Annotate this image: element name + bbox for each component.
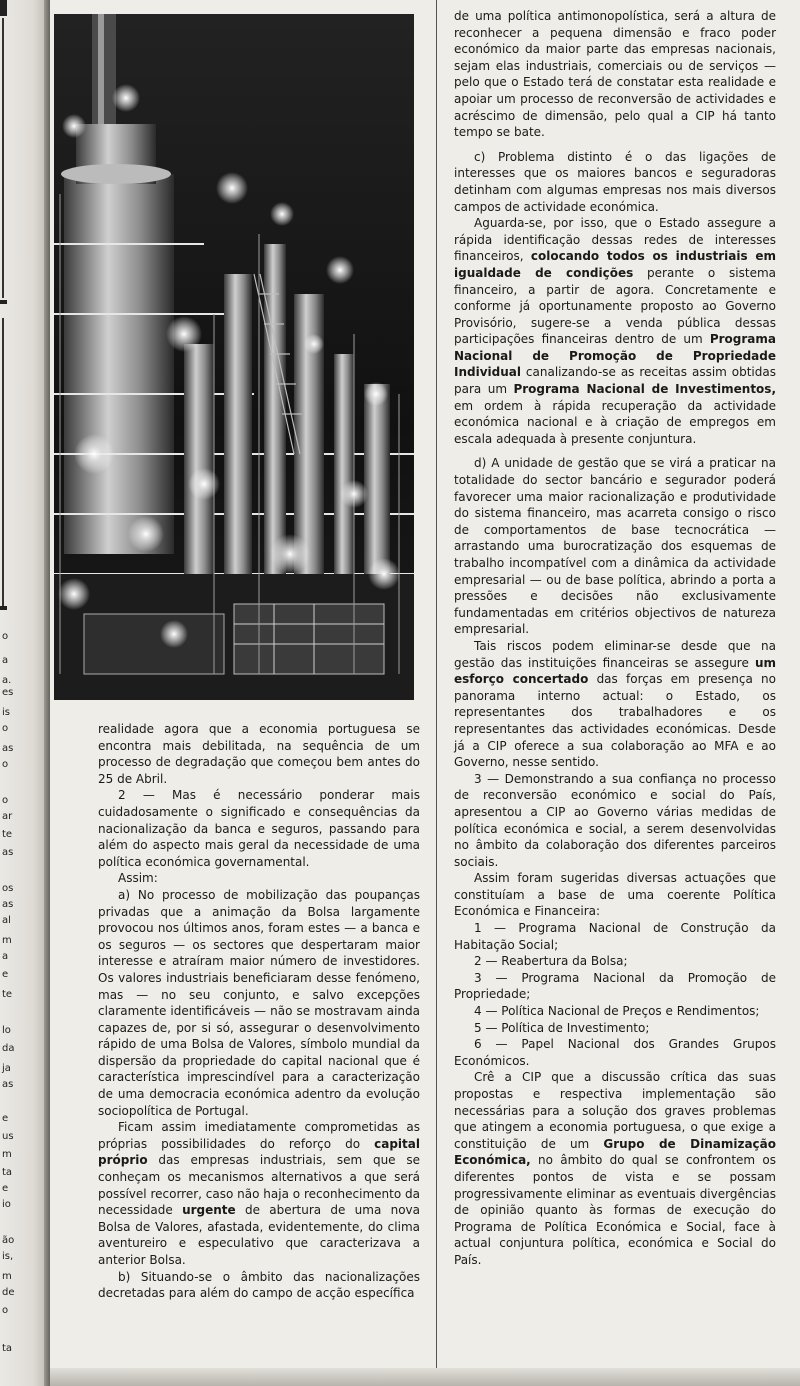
gutter-fragment: o bbox=[2, 631, 9, 642]
paragraph-item-b: b) Situando-se o âmbito das nacionalizações decretadas para além do campo de acção específica bbox=[98, 1269, 420, 1301]
paragraph-item-a: a) No processo de mobilização das poupanças privadas que a animação da Bolsa largamente provocou nos últimos anos, foram estes — a banca e os seguros — os sectores que despertaram maior interesse e atraíram maior número de investidores. Os valores industriais beneficiaram desse fenómeno, mas — no seu conjunto, e salvo excepções claramente identificáveis — não se mostravam ainda capazes de, por si só, assegurar o desenvolvimento rápido de uma Bolsa de Valores, símbolo mundial da dispersão da propriedade do capital nacional que é característica imprescindível para a caracterização de uma democracia económica adentro da evolução sociopolítica de Portugal. bbox=[98, 887, 420, 1118]
list-item: 4 — Política Nacional de Preços e Rendimentos; bbox=[474, 1004, 760, 1019]
gutter-fragment: os bbox=[2, 883, 14, 894]
right-text-column bbox=[454, 8, 776, 1269]
emphasis: colocando todos os industriais em igualdade de condições bbox=[454, 249, 776, 280]
text-run: Crê a CIP que a discussão crítica das suas propostas e respectiva implementação são necessárias para a solução dos graves problemas que atingem a economia portuguesa, o que exige a constituição de um bbox=[454, 1070, 776, 1151]
page-bottom-shadow bbox=[50, 1368, 800, 1386]
paragraph-section-3: 3 — Demonstrando a sua confiança no processo de reconversão económico e social do País, apresentou a CIP ao Governo várias medidas de política económica e social, a serem desenvolvidas no âmbito da colaboração dos diferentes parceiros sociais. bbox=[454, 771, 776, 869]
gutter-fragment: as bbox=[2, 1079, 14, 1090]
gutter-fragment: m bbox=[2, 1271, 12, 1282]
paragraph: realidade agora que a economia portuguesa se encontra mais debilitada, na sequência de um processo de degradação que começou bem antes do 25 de Abril. bbox=[98, 722, 420, 786]
text-run: no âmbito do qual se confrontem os diferentes pontos de vista e se possam progressivamente eliminar as eventuais divergências de opinião quanto às formas de execução do Programa de Política Económica e Social, face à actual conjuntura política, económica e Social do País. bbox=[454, 1153, 776, 1267]
paragraph-assim-foram: Assim foram sugeridas diversas actuações que constituíam a base de uma coerente Política Económica e Financeira: bbox=[454, 871, 776, 919]
gutter-fragment: ta bbox=[2, 1167, 13, 1178]
gutter-fragment: es bbox=[2, 687, 14, 698]
left-text-column bbox=[98, 721, 420, 1302]
list-item: 2 — Reabertura da Bolsa; bbox=[474, 954, 628, 969]
paragraph: de uma política antimonopolística, será a altura de reconhecer a pequena dimensão e fraco poder económico da maior parte das empresas nacionais, sejam elas industriais, comerciais ou de serviços — pelo que o Estado terá de constatar esta realidade e apoiar um processo de reconversão de actividades e acréscimo de dimensão, pelo qual a CIP há tanto tempo se bate. bbox=[454, 9, 776, 140]
list-item: 5 — Política de Investimento; bbox=[474, 1020, 650, 1035]
paragraph-item-d: d) A unidade de gestão que se virá a praticar na totalidade do sector bancário e segurador poderá favorecer uma maior racionalização e produtividade do sistema financeiro, mas acarreta consigo o risco de comportamentos de base tecnocrática — arrastando uma burocratização dos esquemas de trabalho incompatível com a dinâmica da actividade empresarial — ou de base política, abrindo a porta a pressões e decisões não exclusivamente fundamentadas em critérios objectivos de natureza empresarial. bbox=[454, 456, 776, 637]
paragraph-tais-riscos bbox=[454, 638, 776, 771]
emphasis: Grupo de Dinamização Económica, bbox=[454, 1136, 776, 1168]
gutter-fragment: de bbox=[2, 1287, 15, 1298]
gutter-fragment: ar bbox=[2, 811, 13, 822]
gutter-fragment: m bbox=[2, 935, 12, 946]
gutter-fragment: as bbox=[2, 743, 14, 754]
gutter-fragment: ta bbox=[2, 1343, 13, 1354]
text-run: perante o sistema financeiro, a partir de agora. Concretamente e conforme já oportunamente proposto ao Governo Provisório, sugere-se a venda pública dessas participações financeiras dentro de um bbox=[454, 265, 777, 347]
gutter-rule bbox=[0, 0, 7, 16]
list-item: 3 — Programa Nacional da Promoção de Propriedade; bbox=[454, 970, 776, 1002]
gutter-fragment: io bbox=[2, 1199, 11, 1210]
paragraph-cre-a-cip bbox=[454, 1069, 776, 1268]
gutter-fragment: o bbox=[2, 759, 9, 770]
paragraph-item-c: c) Problema distinto é o das ligações de interesses que os maiores bancos e seguradoras detinham com algumas empresas nos mais diversos campos de actividade económica. bbox=[454, 149, 776, 214]
gutter-fragment: lo bbox=[2, 1025, 11, 1036]
gutter-fragment: te bbox=[2, 989, 13, 1000]
gutter-frame-line bbox=[2, 318, 4, 608]
refinery-night-photo bbox=[54, 14, 414, 700]
gutter-fragment: a. bbox=[2, 675, 12, 686]
text-run: Tais riscos podem eliminar-se desde que na gestão das instituições financeiras se assegure bbox=[454, 638, 776, 670]
gutter-rule bbox=[0, 606, 7, 610]
gutter-rule bbox=[0, 300, 7, 304]
paragraph-section-2: 2 — Mas é necessário ponderar mais cuidadosamente o significado e consequências da nacionalização da banca e seguros, passando para além do aspecto mais geral da necessidade de uma política económica governamental. bbox=[98, 788, 420, 869]
gutter-fragment: a bbox=[2, 951, 9, 962]
gutter-fragment: e bbox=[2, 1183, 9, 1194]
gutter-fragment: o bbox=[2, 795, 9, 806]
refinery-illustration bbox=[54, 14, 414, 700]
gutter-fragment: as bbox=[2, 847, 14, 858]
text-run: em ordem à rápida recuperação da actividade económica nacional e à criação de empregos em escala adequada à presente conjuntura. bbox=[454, 398, 776, 446]
text-run: canalizando-se as receitas assim obtidas para um bbox=[454, 365, 776, 397]
text-run: das empresas industriais, sem que se conheçam os mecanismos alternativos a que será possível recorrer, caso não haja o reconhecimento da necessidade bbox=[98, 1153, 420, 1218]
text-run: das forças em presença no panorama interno actual: o Estado, os representantes dos trabalhadores e os representantes das actividades económicas. Desde já a CIP oferece a sua colaboração ao MFA e ao Governo, nesse sentido. bbox=[454, 672, 776, 770]
gutter-fragment: te bbox=[2, 829, 13, 840]
emphasis: Programa Nacional de Promoção de Propriedade Individual bbox=[454, 332, 776, 380]
paragraph-assim: Assim: bbox=[118, 871, 158, 886]
list-item: 6 — Papel Nacional dos Grandes Grupos Económicos. bbox=[454, 1037, 776, 1068]
gutter-fragment: o bbox=[2, 1305, 9, 1316]
emphasis-urgente: urgente bbox=[182, 1203, 236, 1218]
gutter-fragment: m bbox=[2, 1149, 12, 1160]
gutter-fragment: e bbox=[2, 969, 9, 980]
list-item: 1 — Programa Nacional de Construção da Habitação Social; bbox=[454, 921, 776, 952]
gutter-fragment: is, bbox=[2, 1251, 14, 1262]
gutter-fragment: o bbox=[2, 723, 9, 734]
gutter-fragment: ão bbox=[2, 1235, 15, 1246]
gutter-fragment: e bbox=[2, 1113, 9, 1124]
paragraph-capital-proprio bbox=[98, 1119, 420, 1268]
previous-page-edge bbox=[0, 0, 48, 1386]
column-divider bbox=[436, 0, 437, 1370]
emphasis-capital-proprio: capital próprio bbox=[98, 1136, 420, 1168]
gutter-frame-line bbox=[2, 18, 4, 298]
gutter-fragment: as bbox=[2, 899, 14, 910]
gutter-fragment: is bbox=[2, 707, 10, 718]
gutter-fragment: us bbox=[2, 1131, 14, 1142]
text-run: Ficam assim imediatamente comprometidas as próprias possibilidades do reforço do bbox=[98, 1120, 420, 1151]
gutter-fragment: al bbox=[2, 915, 11, 926]
text-run: Aguarda-se, por isso, que o Estado assegure a rápida identificação dessas redes de interesses financeiros, bbox=[454, 216, 776, 264]
emphasis: um esforço concertado bbox=[454, 655, 776, 687]
text-run: de abertura de uma nova Bolsa de Valores, afastada, evidentemente, do clima aventureiro e especulativo que caracterizava a anterior Bolsa. bbox=[98, 1203, 420, 1267]
emphasis: Programa Nacional de Investimentos, bbox=[513, 382, 777, 397]
gutter-fragment: a bbox=[2, 655, 9, 666]
gutter-fragment: da bbox=[2, 1043, 15, 1054]
paragraph-aguarda-se bbox=[454, 215, 776, 447]
gutter-fragment: ja bbox=[2, 1063, 11, 1074]
